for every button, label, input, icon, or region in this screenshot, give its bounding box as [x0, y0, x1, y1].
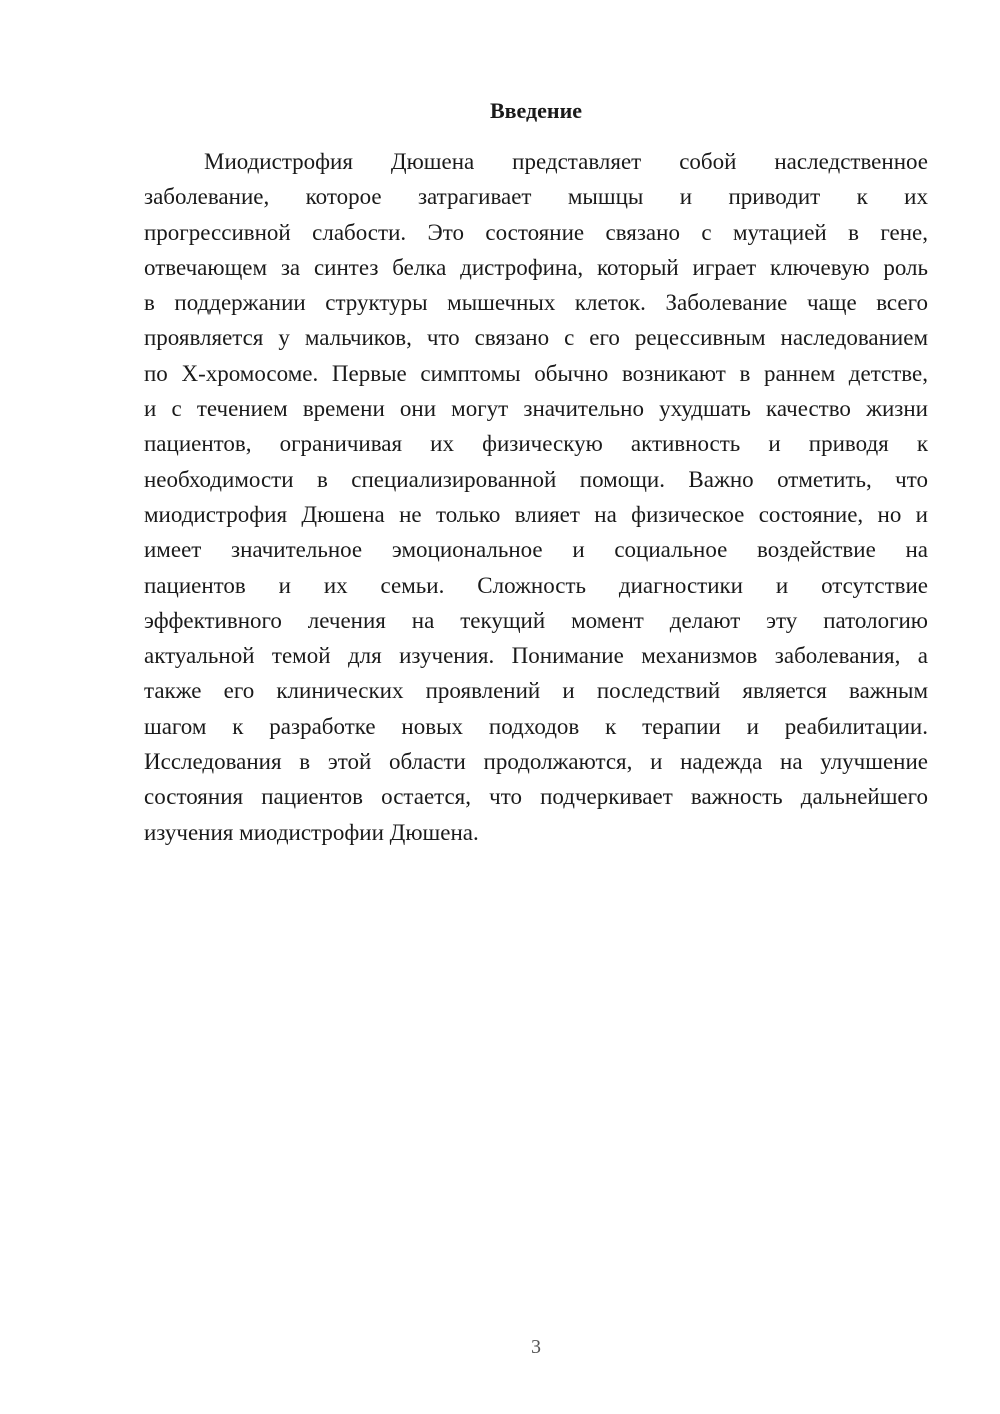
paragraph-line: в поддержании структуры мышечных клеток. Заболевание чаще всего: [144, 290, 928, 316]
paragraph-line: пациентов и их семьи. Сложность диагностики и отсутствие: [144, 572, 928, 598]
paragraph-line: прогрессивной слабости. Это состояние связано с мутацией в гене,: [144, 219, 928, 245]
paragraph-line: и с течением времени они могут значительно ухудшать качество жизни: [144, 396, 928, 422]
paragraph-line: состояния пациентов остается, что подчеркивает важность дальнейшего: [144, 784, 928, 810]
body-paragraph: [144, 144, 928, 850]
paragraph-line: отвечающем за синтез белка дистрофина, который играет ключевую роль: [144, 254, 928, 280]
paragraph-line: эффективного лечения на текущий момент делают эту патологию: [144, 607, 928, 633]
paragraph-line: изучения миодистрофии Дюшена.: [144, 819, 479, 845]
paragraph-line: необходимости в специализированной помощи. Важно отметить, что: [144, 466, 928, 492]
paragraph-line: Исследования в этой области продолжаются, и надежда на улучшение: [144, 749, 928, 775]
paragraph-line: шагом к разработке новых подходов к терапии и реабилитации.: [144, 713, 928, 739]
paragraph-line: пациентов, ограничивая их физическую активность и приводя к: [144, 431, 928, 457]
paragraph-line: миодистрофия Дюшена не только влияет на физическое состояние, но и: [144, 501, 928, 527]
paragraph-line: также его клинических проявлений и последствий является важным: [144, 678, 928, 704]
paragraph-line: заболевание, которое затрагивает мышцы и приводит к их: [144, 184, 928, 210]
paragraph-line: по X-хромосоме. Первые симптомы обычно возникают в раннем детстве,: [144, 360, 928, 386]
paragraph-line: имеет значительное эмоциональное и социальное воздействие на: [144, 537, 928, 563]
page-number: 3: [531, 1336, 541, 1358]
paragraph-line: актуальной темой для изучения. Понимание механизмов заболевания, а: [144, 643, 928, 669]
paragraph-line: проявляется у мальчиков, что связано с его рецессивным наследованием: [144, 325, 928, 351]
section-heading: Введение: [489, 98, 583, 123]
paragraph-line: Миодистрофия Дюшена представляет собой наследственное: [204, 149, 928, 174]
